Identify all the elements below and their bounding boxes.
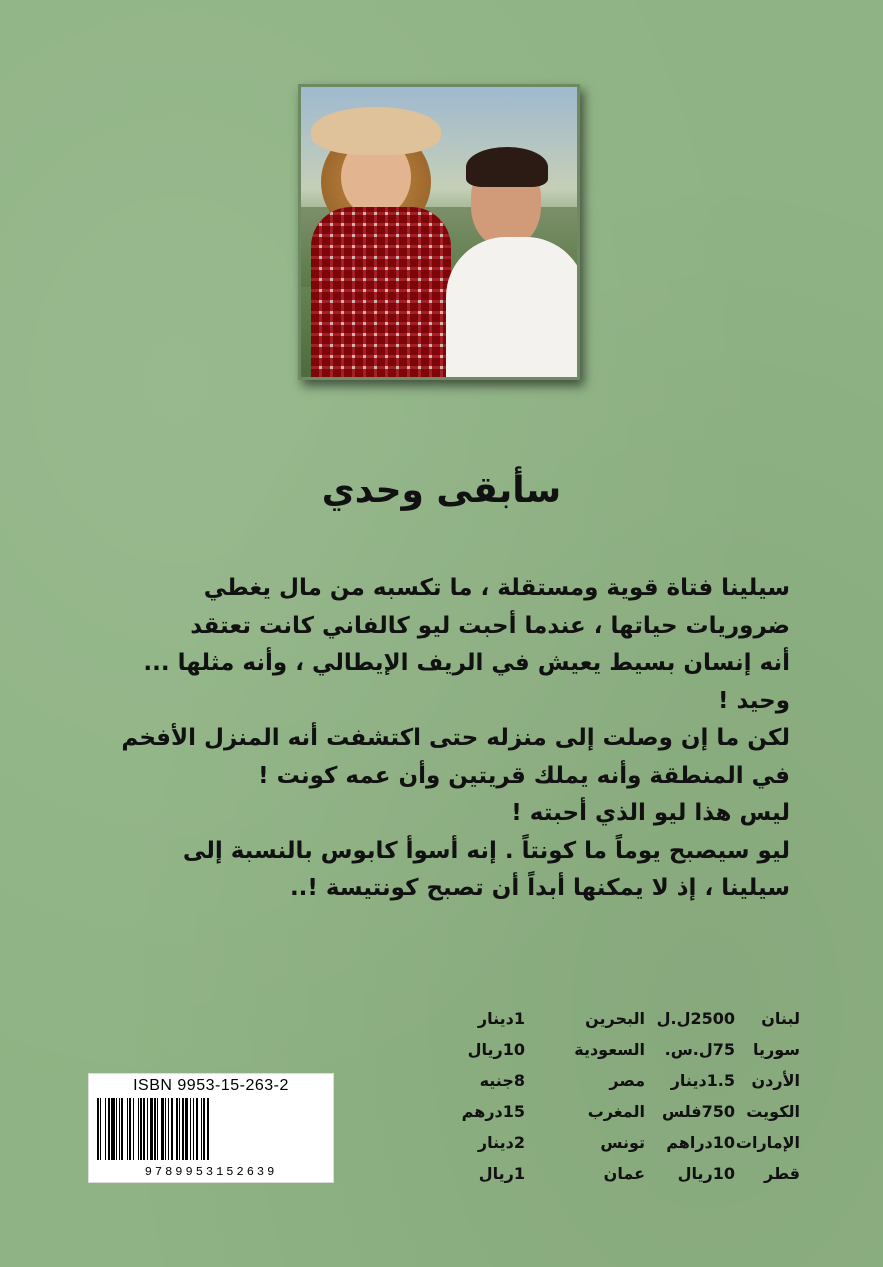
barcode-bars [97,1098,325,1160]
price-country: مصر [609,1071,645,1090]
price-value: 15درهم [461,1102,525,1121]
blurb-line: سيلينا فتاة قوية ومستقلة ، ما تكسبه من مال يغطي [203,575,790,601]
price-value: 1دينار [477,1009,525,1028]
price-country: سوريا [753,1040,800,1059]
price-value: 75ل.س. [664,1040,735,1059]
price-row [400,1065,800,1096]
blurb-line: سيلينا ، إذ لا يمكنها أبداً أن تصبح كونتيسة !.. [289,875,790,901]
blurb-line: ضروريات حياتها ، عندما أحبت ليو كالفاني كانت تعتقد [190,612,790,639]
price-country: قطر [763,1164,800,1183]
price-row [400,1096,800,1127]
price-value: 2دينار [477,1133,525,1152]
blurb-line: ليس هذا ليو الذي أحبته ! [511,800,790,826]
price-value: 10ريال [467,1040,525,1059]
isbn-label: ISBN 9953-15-263-2 [133,1077,289,1094]
price-country: تونس [600,1133,645,1152]
book-title: سأبقى وحدي [321,470,562,511]
photo-cowboy-hat [311,107,441,155]
price-value: 10ريال [677,1164,735,1183]
book-blurb [110,570,790,908]
price-value: 1.5دينار [670,1071,735,1090]
price-country: الكويت [746,1102,800,1121]
photo-plaid-shirt [311,207,451,377]
price-country: البحرين [585,1009,645,1028]
price-country: عمان [603,1164,645,1183]
price-country: الأردن [751,1071,800,1090]
price-country: السعودية [574,1040,645,1059]
barcode-bar [209,1098,210,1160]
price-value: 2500ل.ل [656,1009,735,1028]
price-row [400,1034,800,1065]
blurb-line: ليو سيصبح يوماً ما كونتاً . إنه أسوأ كابوس بالنسبة إلى [182,837,790,864]
price-country: الإمارات [735,1133,800,1152]
price-row [400,1127,800,1158]
photo-white-shirt [446,237,580,377]
blurb-line: أنه إنسان بسيط يعيش في الريف الإيطالي ، وأنه مثلها ... [143,650,790,676]
blurb-line: لكن ما إن وصلت إلى منزله حتى اكتشفت أنه المنزل الأفخم [121,725,790,751]
ean-digits: 9789953152639 [144,1165,278,1179]
price-value: 8جنيه [479,1071,525,1090]
photo-man-hair [466,147,548,187]
cover-photo [298,84,580,380]
price-list [400,1003,800,1189]
price-country: لبنان [761,1009,800,1028]
price-country: المغرب [587,1102,645,1121]
price-row [400,1158,800,1189]
price-value: 1ريال [478,1164,525,1183]
blurb-line: في المنطقة وأنه يملك قريتين وأن عمه كونت ! [258,762,790,789]
price-value: 750فلس [661,1102,735,1121]
price-row [400,1003,800,1034]
blurb-line: وحيد ! [717,687,790,714]
price-value: 10دراهم [666,1133,735,1152]
isbn-barcode [88,1073,334,1183]
